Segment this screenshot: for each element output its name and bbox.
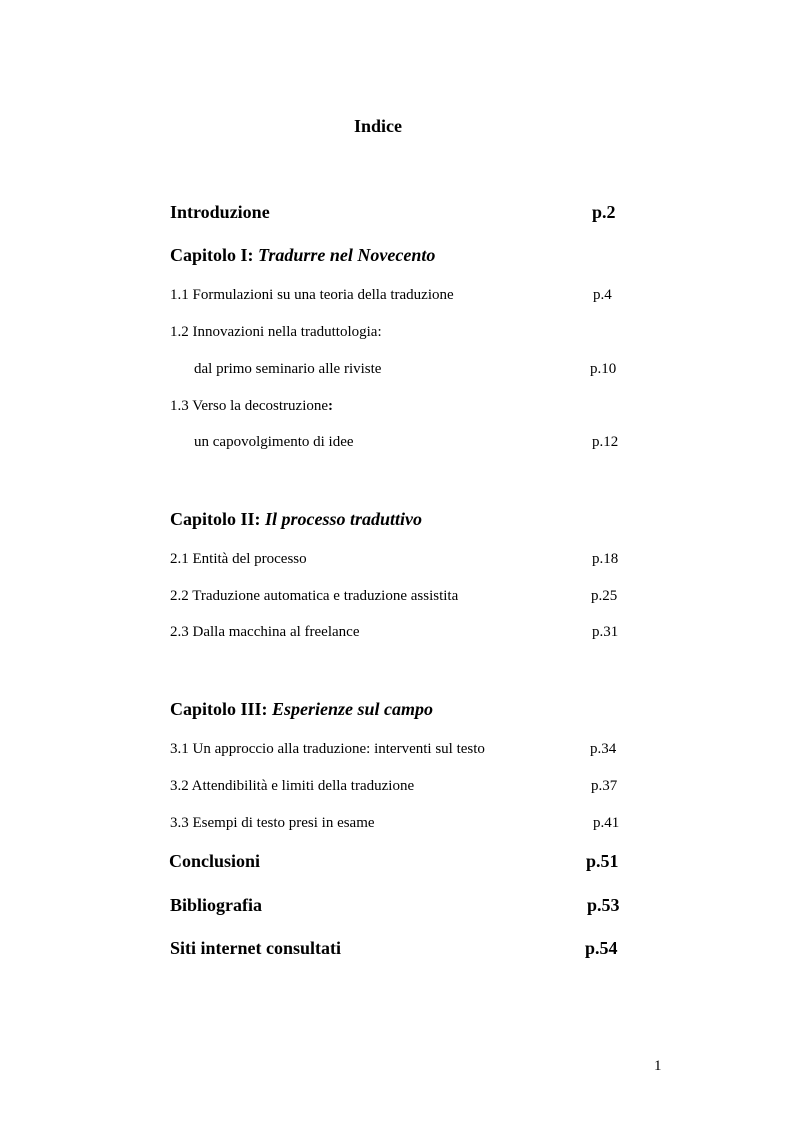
toc-entry-2-3[interactable]: 2.3 Dalla macchina al freelance	[170, 624, 360, 640]
toc-entry-2-1[interactable]: 2.1 Entità del processo	[170, 551, 307, 567]
chapter-prefix: Capitolo I:	[170, 245, 259, 265]
toc-page-3-2: p.37	[591, 778, 618, 794]
toc-entry-bibliografia[interactable]: Bibliografia	[170, 895, 263, 915]
toc-page-1-3: p.12	[592, 434, 619, 450]
toc-entry-1-2[interactable]: 1.2 Innovazioni nella traduttologia:	[170, 324, 382, 340]
toc-page-1-1: p.4	[593, 287, 612, 303]
toc-entry-2-2[interactable]: 2.2 Traduzione automatica e traduzione assistita	[170, 588, 459, 604]
toc-entry-introduzione[interactable]: Introduzione	[170, 202, 270, 222]
toc-page-3-3: p.41	[593, 815, 620, 831]
toc-page-1-2: p.10	[590, 361, 617, 377]
toc-page-bibliografia: p.53	[587, 895, 620, 915]
chapter-title: Esperienze sul campo	[272, 699, 434, 719]
toc-page-2-1: p.18	[592, 551, 619, 567]
toc-page-2-3: p.31	[592, 624, 619, 640]
toc-page-2-2: p.25	[591, 588, 618, 604]
chapter-heading-3[interactable]	[170, 700, 433, 718]
page-title: Indice	[353, 116, 402, 136]
toc-entry-siti[interactable]: Siti internet consultati	[170, 938, 341, 958]
toc-entry-3-1[interactable]: 3.1 Un approccio alla traduzione: interventi sul testo	[170, 741, 485, 757]
toc-page-siti: p.54	[585, 938, 618, 958]
chapter-heading-1[interactable]	[170, 246, 435, 264]
toc-entry-1-2-cont[interactable]: dal primo seminario alle riviste	[194, 361, 382, 377]
chapter-title: Il processo traduttivo	[265, 509, 423, 529]
toc-entry-1-1[interactable]: 1.1 Formulazioni su una teoria della traduzione	[170, 287, 454, 303]
toc-entry-3-3[interactable]: 3.3 Esempi di testo presi in esame	[170, 815, 375, 831]
toc-entry-1-3-label: 1.3 Verso la decostruzione	[170, 398, 329, 414]
toc-entry-1-3[interactable]	[170, 399, 333, 414]
toc-page-introduzione: p.2	[592, 202, 616, 222]
toc-page-3-1: p.34	[590, 741, 617, 757]
toc-entry-1-3-colon: :	[328, 398, 334, 414]
toc-entry-3-2[interactable]: 3.2 Attendibilità e limiti della traduzione	[170, 778, 415, 794]
toc-entry-1-3-cont[interactable]: un capovolgimento di idee	[194, 434, 354, 450]
toc-entry-conclusioni[interactable]: Conclusioni	[169, 851, 261, 871]
chapter-prefix: Capitolo II:	[170, 509, 266, 529]
toc-page-conclusioni: p.51	[586, 851, 619, 871]
page-number: 1	[654, 1058, 662, 1074]
chapter-title: Tradurre nel Novecento	[258, 245, 436, 265]
chapter-prefix: Capitolo III:	[170, 699, 273, 719]
chapter-heading-2[interactable]	[170, 510, 422, 528]
